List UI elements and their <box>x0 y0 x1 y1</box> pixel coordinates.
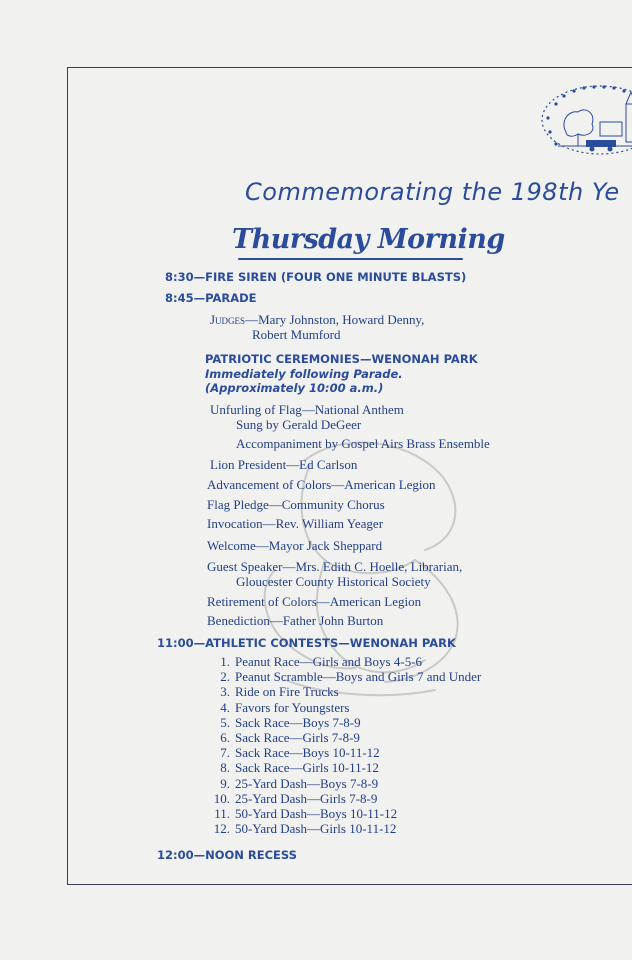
list-item-number: 7. <box>220 745 230 761</box>
list-item <box>202 760 481 775</box>
list-item-number: 3. <box>220 684 230 700</box>
list-item-text: Ride on Fire Trucks <box>235 684 339 700</box>
list-item <box>202 669 481 684</box>
list-item-number: 12. <box>213 821 230 837</box>
list-item-number: 2. <box>220 669 230 685</box>
judges-names: —Mary Johnston, Howard Denny, <box>245 312 425 327</box>
retirement-of-colors: Retirement of Colors—American Legion <box>207 594 422 609</box>
contest-list <box>202 654 481 836</box>
list-item <box>202 700 481 715</box>
judges-line <box>210 312 424 328</box>
advancement-of-colors: Advancement of Colors—American Legion <box>207 477 436 492</box>
list-item-text: 25-Yard Dash—Boys 7-8-9 <box>235 775 379 791</box>
list-item-text: 50-Yard Dash—Boys 10-11-12 <box>235 805 398 821</box>
benediction: Benediction—Father John Burton <box>207 613 384 628</box>
parade-item: 8:45—PARADE <box>165 291 257 305</box>
list-item <box>202 654 481 669</box>
fire-siren-item: 8:30—FIRE SIREN (FOUR ONE MINUTE BLASTS) <box>165 270 467 284</box>
ceremonies-note: Immediately following Parade. <box>205 367 403 381</box>
list-item-text: Sack Race—Boys 10-11-12 <box>235 745 380 761</box>
list-item-number: 1. <box>220 654 230 669</box>
flag-pledge: Flag Pledge—Community Chorus <box>207 497 385 512</box>
welcome: Welcome—Mayor Jack Sheppard <box>207 538 383 553</box>
list-item-text: Sack Race—Boys 7-8-9 <box>235 714 361 730</box>
guest-speaker: Guest Speaker—Mrs. Edith C. Hoelle, Librarian, <box>207 559 463 574</box>
list-item-number: 10. <box>213 790 230 806</box>
list-item <box>202 730 481 745</box>
lion-president: Lion President—Ed Carlson <box>210 457 358 472</box>
list-item-number: 8. <box>220 760 230 776</box>
judges-label: Judges <box>210 312 246 327</box>
anthem-accompaniment: Accompaniment by Gospel Airs Brass Ensemble <box>236 436 490 451</box>
list-item-number: 5. <box>220 714 230 730</box>
guest-speaker-affiliation: Gloucester County Historical Society <box>236 574 431 589</box>
list-item <box>202 684 481 699</box>
flag-unfurling: Unfurling of Flag—National Anthem <box>210 402 404 417</box>
ceremonies-time: (Approximately 10:00 a.m.) <box>205 381 384 395</box>
commemorative-emblem-icon <box>538 82 632 162</box>
list-item <box>202 776 481 791</box>
list-item-text: Favors for Youngsters <box>235 699 350 715</box>
list-item <box>202 806 481 821</box>
list-item-text: 50-Yard Dash—Girls 10-11-12 <box>235 821 397 837</box>
list-item-text: Sack Race—Girls 7-8-9 <box>235 729 360 745</box>
list-item <box>202 791 481 806</box>
list-item-number: 4. <box>220 699 230 715</box>
list-item-text: Peanut Race—Girls and Boys 4-5-6 <box>235 654 423 669</box>
list-item <box>202 745 481 760</box>
list-item-text: Sack Race—Girls 10-11-12 <box>235 760 379 776</box>
list-item <box>202 821 481 836</box>
invocation: Invocation—Rev. William Yeager <box>207 516 384 531</box>
list-item <box>202 715 481 730</box>
noon-recess-item: 12:00—NOON RECESS <box>157 848 297 862</box>
list-item-number: 6. <box>220 729 230 745</box>
heading-underline <box>238 258 463 260</box>
judges-names-continued: Robert Mumford <box>252 327 341 342</box>
list-item-number: 11. <box>214 805 230 821</box>
list-item-text: Peanut Scramble—Boys and Girls 7 and Under <box>235 669 482 685</box>
list-item-text: 25-Yard Dash—Girls 7-8-9 <box>235 790 378 806</box>
ceremonies-title: PATRIOTIC CEREMONIES—WENONAH PARK <box>205 352 478 366</box>
athletic-contests-item: 11:00—ATHLETIC CONTESTS—WENONAH PARK <box>157 636 456 650</box>
anthem-singer: Sung by Gerald DeGeer <box>236 417 362 432</box>
page-subtitle: Commemorating the 198th Ye <box>245 178 620 206</box>
list-item-number: 9. <box>220 775 230 791</box>
section-heading: Thursday Morning <box>232 224 505 255</box>
